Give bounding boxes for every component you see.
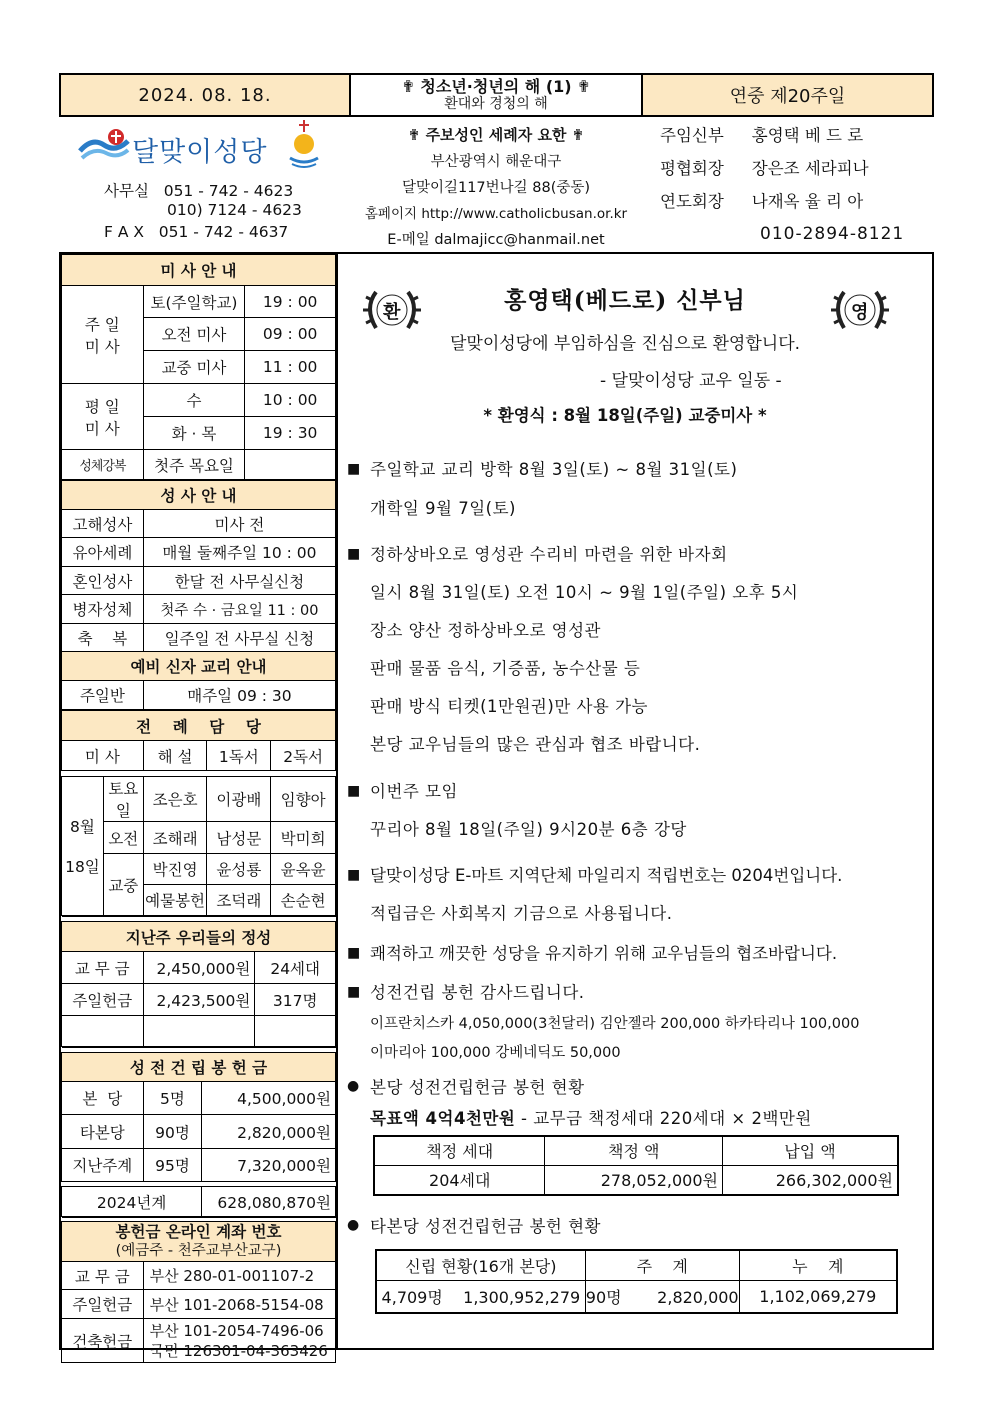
parish-name: 달맞이성당 — [132, 137, 268, 168]
building-name: 본 당 — [62, 1082, 144, 1115]
liturgy-table — [61, 710, 336, 916]
staff-phone: 010-2894-8121 — [760, 224, 905, 244]
account-number: 국민 126301-04-363426 — [149, 1341, 328, 1360]
liturgy-cell: 예물봉헌 — [143, 885, 207, 916]
notice-line: 성전건립 봉헌 감사드립니다. — [370, 983, 585, 1002]
mobile-phone: 010) 7124 - 4623 — [167, 201, 302, 219]
building-name: 지난주계 — [62, 1149, 144, 1182]
sacrament-name: 병자성체 — [62, 595, 144, 624]
liturgy-slot: 교중 — [103, 854, 143, 916]
sacrament-name: 축 복 — [62, 624, 144, 652]
offering-empty — [143, 1016, 255, 1047]
account-title: 봉헌금 온라인 계좌 번호 — [115, 1223, 282, 1241]
catechumen-label: 주일반 — [62, 681, 144, 710]
sacrament-value: 한달 전 사무실신청 — [143, 567, 335, 595]
table-cell: 4,709명 1,300,952,279 — [376, 1280, 585, 1313]
mass-name: 오전 미사 — [143, 318, 245, 351]
building-amount: 2,820,000원 — [202, 1115, 336, 1149]
fax-label: F A X — [104, 223, 144, 241]
office-phone: 051 - 742 - 4623 — [163, 182, 294, 200]
staff-row: 평협회장 장은조 세라피나 — [660, 159, 869, 178]
building-title: 성 전 건 립 봉 헌 금 — [62, 1053, 336, 1082]
sacrament-name: 혼인성사 — [62, 567, 144, 595]
building-count: 95명 — [143, 1149, 202, 1182]
notice-line: 주일학교 교리 방학 8월 3일(토) ~ 8월 31일(토) — [370, 460, 738, 479]
address-line2: 달맞이길117번나길 88(중동) — [401, 180, 591, 196]
sacrament-table — [61, 480, 336, 710]
liturgy-slot: 토요일 — [103, 777, 143, 822]
table-header: 납입 액 — [722, 1136, 898, 1165]
parish-emblem — [284, 118, 324, 170]
table-cell: 90명 2,820,000 — [585, 1280, 739, 1313]
offering-count: 24세대 — [255, 952, 336, 984]
sacrament-name: 유아세례 — [62, 538, 144, 567]
bulletin-date: 2024. 08. 18. — [138, 84, 272, 106]
notice-line: 정하상바오로 영성관 수리비 마련을 위한 바자회 — [370, 545, 728, 564]
table-cell: 278,052,000원 — [545, 1165, 722, 1195]
mass-name: 수 — [143, 384, 245, 417]
weekday-mass-label: 평 일 미 사 — [62, 384, 144, 450]
other-parish-table — [375, 1249, 898, 1314]
table-header: 책정 액 — [545, 1136, 722, 1165]
account-name: 건축헌금 — [62, 1319, 144, 1363]
building-year-label: 2024년계 — [62, 1187, 202, 1217]
wave-logo-icon — [78, 125, 130, 165]
welcome-badge-left-text: 환 — [383, 302, 401, 323]
notice-bullet: ● — [347, 1078, 360, 1094]
notice-line: 이프란치스카 4,050,000(3천달러) 김안젤라 200,000 하카타리나 100,000 — [370, 1016, 860, 1032]
mass-name: 교중 미사 — [143, 351, 245, 384]
theme-cell — [351, 75, 641, 115]
mass-time: 19 : 00 — [245, 286, 336, 318]
mass-name: 토(주일학교) — [143, 286, 245, 318]
notice-line: 꾸리아 8월 18일(주일) 9시20분 6층 강당 — [370, 820, 687, 839]
account-number: 부산 280-01-001107-2 — [143, 1262, 335, 1290]
offering-amount: 2,450,000원 — [143, 952, 255, 984]
account-number: 부산 101-2054-7496-06 — [149, 1321, 324, 1340]
building-amount: 7,320,000원 — [202, 1149, 336, 1182]
column-divider — [336, 252, 338, 1350]
account-number: 부산 101-2068-5154-08 — [143, 1290, 335, 1319]
notice-line: 본당 교우님들의 많은 관심과 협조 바랍니다. — [370, 735, 701, 754]
table-header: 주 계 — [585, 1250, 739, 1280]
liturgy-header: 1독서 — [207, 741, 271, 771]
patron-saint: ✟ 주보성인 세례자 요한 ✟ — [407, 126, 585, 144]
fax-number: 051 - 742 - 4637 — [158, 223, 289, 241]
mass-time: 19 : 30 — [245, 417, 336, 450]
notice-line: 타본당 성전건립헌금 봉헌 현황 — [370, 1217, 601, 1236]
account-name: 교 무 금 — [62, 1262, 144, 1290]
liturgy-cell: 윤옥윤 — [271, 854, 336, 885]
office-phone-line — [104, 179, 293, 201]
table-cell: 204세대 — [374, 1165, 545, 1195]
sacrament-value: 일주일 전 사무실 신청 — [143, 624, 335, 652]
notice-line: 쾌적하고 깨끗한 성당을 유지하기 위해 교우님들의 협조바랍니다. — [370, 944, 838, 963]
welcome-ceremony: * 환영식 : 8월 18일(주일) 교중미사 * — [483, 406, 767, 425]
liturgy-cell: 이광배 — [207, 777, 271, 822]
left-column — [61, 254, 336, 1363]
account-name: 주일헌금 — [62, 1290, 144, 1319]
notice-bullet: ● — [347, 1217, 360, 1233]
office-label: 사무실 — [104, 182, 149, 200]
table-header: 신립 현황(16개 본당) — [376, 1250, 585, 1280]
table-cell: 1,102,069,279 — [739, 1280, 897, 1313]
goal-amount: 목표액 4억4천만원 — [370, 1109, 516, 1128]
catechumen-title: 예비 신자 교리 안내 — [62, 652, 336, 681]
holy-hour-empty — [245, 450, 336, 480]
sacrament-name: 고해성사 — [62, 510, 144, 538]
staff-list — [660, 122, 920, 221]
welcome-badge-right-text: 영 — [851, 302, 869, 323]
offering-title: 지난주 우리들의 정성 — [62, 922, 336, 952]
notice-line: 이마리아 100,000 강베네딕도 50,000 — [370, 1045, 621, 1061]
liturgy-cell: 조은호 — [143, 777, 207, 822]
parish-logo — [78, 125, 130, 165]
staff-row: 주임신부 홍영택 베 드 로 — [660, 126, 864, 145]
liturgy-cell: 손순현 — [271, 885, 336, 916]
liturgy-cell: 조덕래 — [207, 885, 271, 916]
welcome-from: - 달맞이성당 교우 일동 - — [600, 371, 782, 391]
mass-time: 10 : 00 — [245, 384, 336, 417]
welcome-badge-right — [830, 284, 890, 336]
notice-goal-line — [370, 1105, 812, 1129]
building-count: 5명 — [143, 1082, 202, 1115]
table-cell: 266,302,000원 — [722, 1165, 898, 1195]
welcome-badge-left — [362, 284, 422, 336]
liturgy-cell: 임향아 — [271, 777, 336, 822]
offering-name: 주일헌금 — [62, 984, 144, 1016]
sacrament-title: 성 사 안 내 — [62, 481, 336, 510]
address-line1: 부산광역시 해운대구 — [430, 154, 562, 170]
liturgy-header: 미 사 — [62, 741, 144, 771]
sacrament-value: 미사 전 — [143, 510, 335, 538]
sunday-mass-label: 주 일 미 사 — [62, 286, 144, 384]
building-table — [61, 1047, 336, 1217]
building-year-total: 628,080,870원 — [202, 1187, 336, 1217]
catechumen-value: 매주일 09 : 30 — [143, 681, 335, 710]
notice-bullet: ■ — [347, 945, 361, 961]
mass-time: 09 : 00 — [245, 318, 336, 351]
mass-time: 11 : 00 — [245, 351, 336, 384]
notice-bullet: ■ — [347, 984, 361, 1000]
notice-line: 적립금은 사회복지 기금으로 사용됩니다. — [370, 904, 673, 923]
notice-bullet: ■ — [347, 461, 361, 477]
date-cell — [61, 75, 351, 115]
cross-moon-icon — [284, 118, 324, 170]
table-header: 누 계 — [739, 1250, 897, 1280]
notice-line: 판매 물품 음식, 기증품, 농수산물 등 — [370, 659, 641, 678]
offering-empty — [62, 1016, 144, 1047]
mass-title: 미 사 안 내 — [62, 255, 336, 286]
notice-line: 본당 성전건립헌금 봉헌 현황 — [370, 1078, 585, 1097]
notice-bullet: ■ — [347, 783, 361, 799]
notice-line: 장소 양산 정하상바오로 영성관 — [370, 621, 601, 640]
liturgy-date: 8월 18일 — [62, 777, 104, 916]
offering-count: 317명 — [255, 984, 336, 1016]
table-header: 책정 세대 — [374, 1136, 545, 1165]
offering-amount: 2,423,500원 — [143, 984, 255, 1016]
welcome-title: 홍영택(베드로) 신부님 — [504, 287, 746, 314]
offering-table — [61, 916, 336, 1047]
theme-title: ✟ 청소년·청년의 해 (1) ✟ — [401, 77, 591, 96]
account-building-numbers — [143, 1319, 335, 1363]
liturgy-header: 2독서 — [271, 741, 336, 771]
liturgical-sunday: 연중 제20주일 — [729, 86, 846, 107]
mass-table — [61, 254, 336, 480]
liturgy-cell: 남성문 — [207, 822, 271, 854]
account-table — [61, 1217, 336, 1363]
liturgy-header: 해 설 — [143, 741, 207, 771]
staff-row: 연도회장 나재옥 율 리 아 — [660, 192, 864, 211]
liturgy-title: 전 례 담 당 — [62, 711, 336, 741]
notice-line: 판매 방식 티켓(1만원권)만 사용 가능 — [370, 697, 648, 716]
mass-name: 화 · 목 — [143, 417, 245, 450]
email-link[interactable]: E-메일 dalmajicc@hanmail.net — [387, 232, 605, 248]
building-amount: 4,500,000원 — [202, 1082, 336, 1115]
sacrament-value: 첫주 수 · 금요일 11 : 00 — [143, 595, 335, 624]
building-count: 90명 — [143, 1115, 202, 1149]
holy-hour-value: 첫주 목요일 — [143, 450, 245, 480]
account-title-cell — [62, 1222, 336, 1262]
welcome-message: 달맞이성당에 부임하심을 진심으로 환영합니다. — [449, 334, 801, 354]
homepage-link[interactable]: 홈페이지 http://www.catholicbusan.or.kr — [364, 206, 628, 222]
building-name: 타본당 — [62, 1115, 144, 1149]
liturgy-slot: 오전 — [103, 822, 143, 854]
liturgy-cell: 박미희 — [271, 822, 336, 854]
sunday-cell — [641, 75, 932, 115]
liturgy-cell: 윤성룡 — [207, 854, 271, 885]
offering-name: 교 무 금 — [62, 952, 144, 984]
notice-line: 일시 8월 31일(토) 오전 10시 ~ 9월 1일(주일) 오후 5시 — [370, 583, 799, 602]
theme-subtitle: 환대와 경청의 해 — [444, 96, 548, 112]
liturgy-cell: 조해래 — [143, 822, 207, 854]
account-subtitle: (예금주 - 천주교부산교구) — [115, 1243, 282, 1259]
notice-bullet: ■ — [347, 546, 361, 562]
notice-line: 개학일 9월 7일(토) — [370, 499, 516, 518]
sacrament-value: 매월 둘째주일 10 : 00 — [143, 538, 335, 567]
notice-line: 이번주 모임 — [370, 782, 458, 801]
goal-description: - 교무금 책정세대 220세대 × 2백만원 — [515, 1109, 812, 1128]
notice-line: 달맞이성당 E-마트 지역단체 마일리지 적립번호는 0204번입니다. — [370, 866, 843, 885]
notice-bullet: ■ — [347, 867, 361, 883]
offering-empty — [255, 1016, 336, 1047]
parish-building-table — [373, 1135, 899, 1196]
fax-line — [104, 223, 288, 241]
liturgy-cell: 박진영 — [143, 854, 207, 885]
holy-hour-label: 성체강복 — [62, 450, 144, 480]
